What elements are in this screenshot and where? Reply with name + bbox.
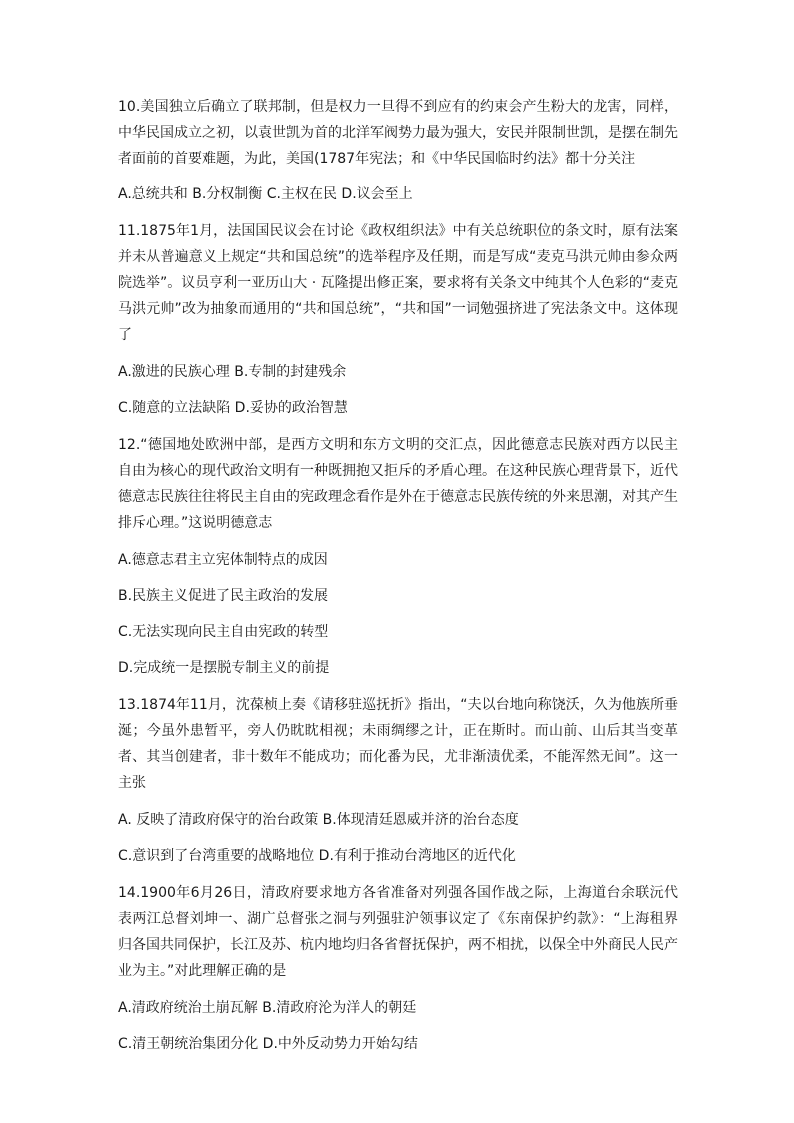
- question-14-options-ab: A.清政府统治土崩瓦解 B.清政府沦为洋人的朝廷: [118, 1000, 417, 1016]
- question-12-option-a: A.德意志君主立宪体制特点的成因: [118, 552, 328, 568]
- question-12-option-d: D.完成统一是摆脱专制主义的前提: [118, 660, 330, 676]
- question-13-options-cd: C.意识到了台湾重要的战略地位 D.有利于推动台湾地区的近代化: [118, 848, 516, 864]
- question-14-options-cd: C.清王朝统治集团分化 D.中外反动势力开始勾结: [118, 1036, 418, 1052]
- question-12-stem: 12.“德国地处欧洲中部，是西方文明和东方文明的交汇点，因此德意志民族对西方以民主自由为核心的现代政治文明有一种既拥抱又拒斥的矛盾心理。在这种民族心理背景下，近代德意志民族往往将民主自由的宪政理念看作是外在于德意志民族传统的外来思潮，对其产生排斥心理。”这说明德意志: [118, 437, 678, 531]
- question-12-option-c: C.无法实现向民主自由宪政的转型: [118, 624, 329, 640]
- question-10-stem: 10.美国独立后确立了联邦制，但是权力一旦得不到应有的约束会产生粉大的龙害，同样，中华民国成立之初，以袁世凯为首的北洋军阀势力最为强大，安民并限制世凯，是摆在制先者面前的首要难题，为此，美国(1787年宪法；和《中华民国临时约法》都十分关注: [118, 99, 678, 167]
- question-14-stem: 14.1900年6月26日，清政府要求地方各省准备对列强各国作战之际，上海道台余联沅代表两江总督刘坤一、湖广总督张之洞与列强驻沪领事议定了《东南保护约款》：“上海租界归各国共同保护，长江及苏、杭内地均归各省督抚保护，两不相扰，以保全中外商民人民产业为主。”对此理解正确的是: [118, 885, 678, 979]
- question-13-stem: 13.1874年11月，沈葆桢上奏《请移驻巡抚折》指出，“夫以台地向称饶沃，久为他族所垂涎；今虽外患暂平，旁人仍眈眈相视；未雨绸缪之计，正在斯时。而山前、山后其当变革者、其当创建者，非十数年不能成功；而化番为民，尤非渐渍优柔，不能浑然无间”。这一主张: [118, 697, 678, 791]
- question-11-options-cd: C.随意的立法缺陷 D.妥协的政治智慧: [118, 400, 348, 416]
- question-10-options: A.总统共和 B.分权制衡 C.主权在民 D.议会至上: [118, 186, 413, 202]
- question-11-stem: 11.1875年1月，法国国民议会在讨论《政权组织法》中有关总统职位的条文时，原有法案并未从普遍意义上规定“共和国总统”的选举程序及任期，而是写成“麦克马洪元帅由参众两院选举”。议员亨利一亚历山大 · 瓦隆提出修正案，要求将有关条文中纯其个人色彩的“麦克马洪元帅”改为抽象而通用的“共和国总统”，“共和国”一词勉强挤进了宪法条文中。这体现了: [118, 223, 678, 343]
- question-13-options-ab: A. 反映了清政府保守的治台政策 B.体现清廷恩威并济的治台态度: [118, 812, 519, 828]
- question-12-option-b: B.民族主义促进了民主政治的发展: [118, 588, 329, 604]
- question-11-options-ab: A.激进的民族心理 B.专制的封建残余: [118, 364, 347, 380]
- document-page: [118, 94, 678, 1056]
